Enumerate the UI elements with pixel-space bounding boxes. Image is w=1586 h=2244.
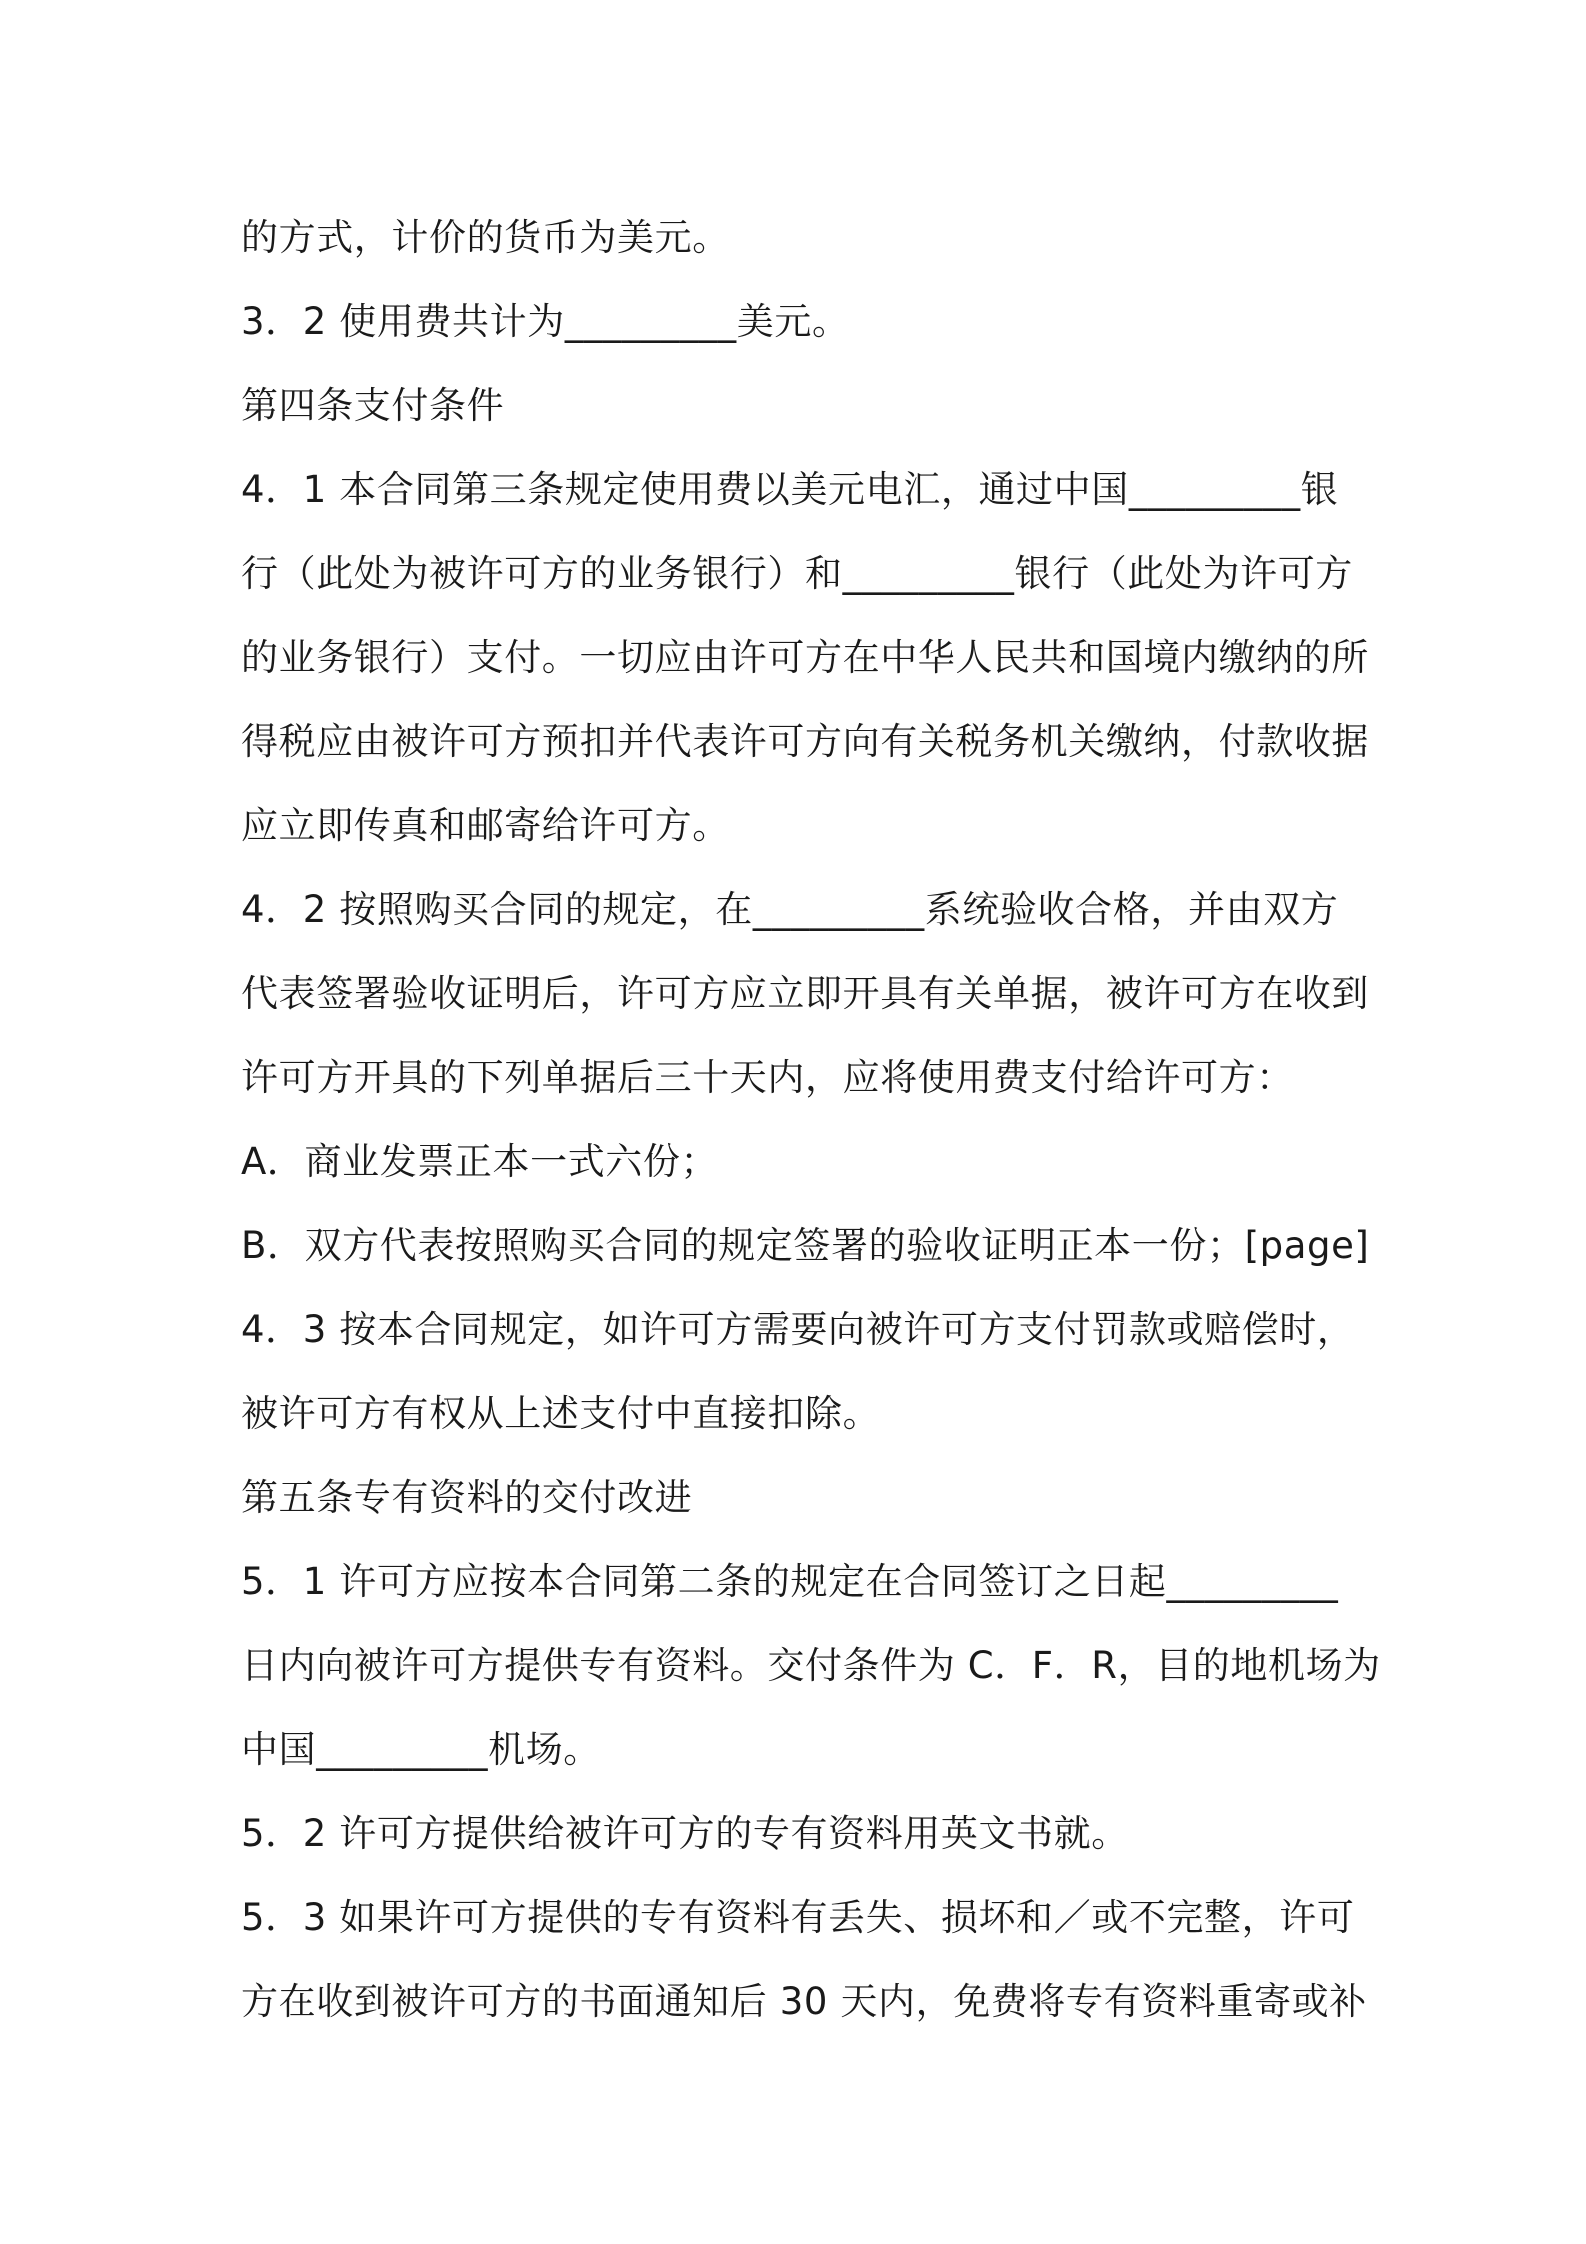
text-line: 代表签署验收证明后，许可方应立即开具有关单据，被许可方在收到 (241, 972, 1369, 1015)
list-item: A．商业发票正本一式六份； (241, 1140, 719, 1183)
text-line: 方在收到被许可方的书面通知后 30 天内，免费将专有资料重寄或补 (241, 1980, 1367, 2023)
document-body (241, 196, 1381, 2044)
text-line: 得税应由被许可方预扣并代表许可方向有关税务机关缴纳，付款收据 (241, 720, 1369, 763)
section-heading: 第五条专有资料的交付改进 (241, 1476, 693, 1519)
text-line: 日内向被许可方提供专有资料。交付条件为 C．F．R，目的地机场为 (241, 1644, 1381, 1687)
text-line: 应立即传真和邮寄给许可方。 (241, 804, 730, 847)
section-heading: 第四条支付条件 (241, 384, 505, 427)
text-line: 许可方开具的下列单据后三十天内，应将使用费支付给许可方： (241, 1056, 1294, 1099)
text-line: 中国_________机场。 (241, 1728, 601, 1771)
text-line: 4．3 按本合同规定，如许可方需要向被许可方支付罚款或赔偿时， (241, 1308, 1355, 1351)
text-line: 4．2 按照购买合同的规定，在_________系统验收合格，并由双方 (241, 888, 1339, 931)
text-line: 被许可方有权从上述支付中直接扣除。 (241, 1392, 881, 1435)
text-line: 4．1 本合同第三条规定使用费以美元电汇，通过中国_________银 (241, 468, 1339, 511)
text-line: 的方式，计价的货币为美元。 (241, 216, 730, 259)
text-line: 3．2 使用费共计为_________美元。 (241, 300, 850, 343)
text-line: 5．1 许可方应按本合同第二条的规定在合同签订之日起_________ (241, 1560, 1339, 1603)
text-line: 行（此处为被许可方的业务银行）和_________银行（此处为许可方 (241, 552, 1353, 595)
text-line: 5．3 如果许可方提供的专有资料有丢失、损坏和／或不完整，许可 (241, 1896, 1355, 1939)
text-line: 的业务银行）支付。一切应由许可方在中华人民共和国境内缴纳的所 (241, 636, 1369, 679)
list-item: B．双方代表按照购买合同的规定签署的验收证明正本一份；[page] (241, 1224, 1370, 1267)
text-line: 5．2 许可方提供给被许可方的专有资料用英文书就。 (241, 1812, 1129, 1855)
